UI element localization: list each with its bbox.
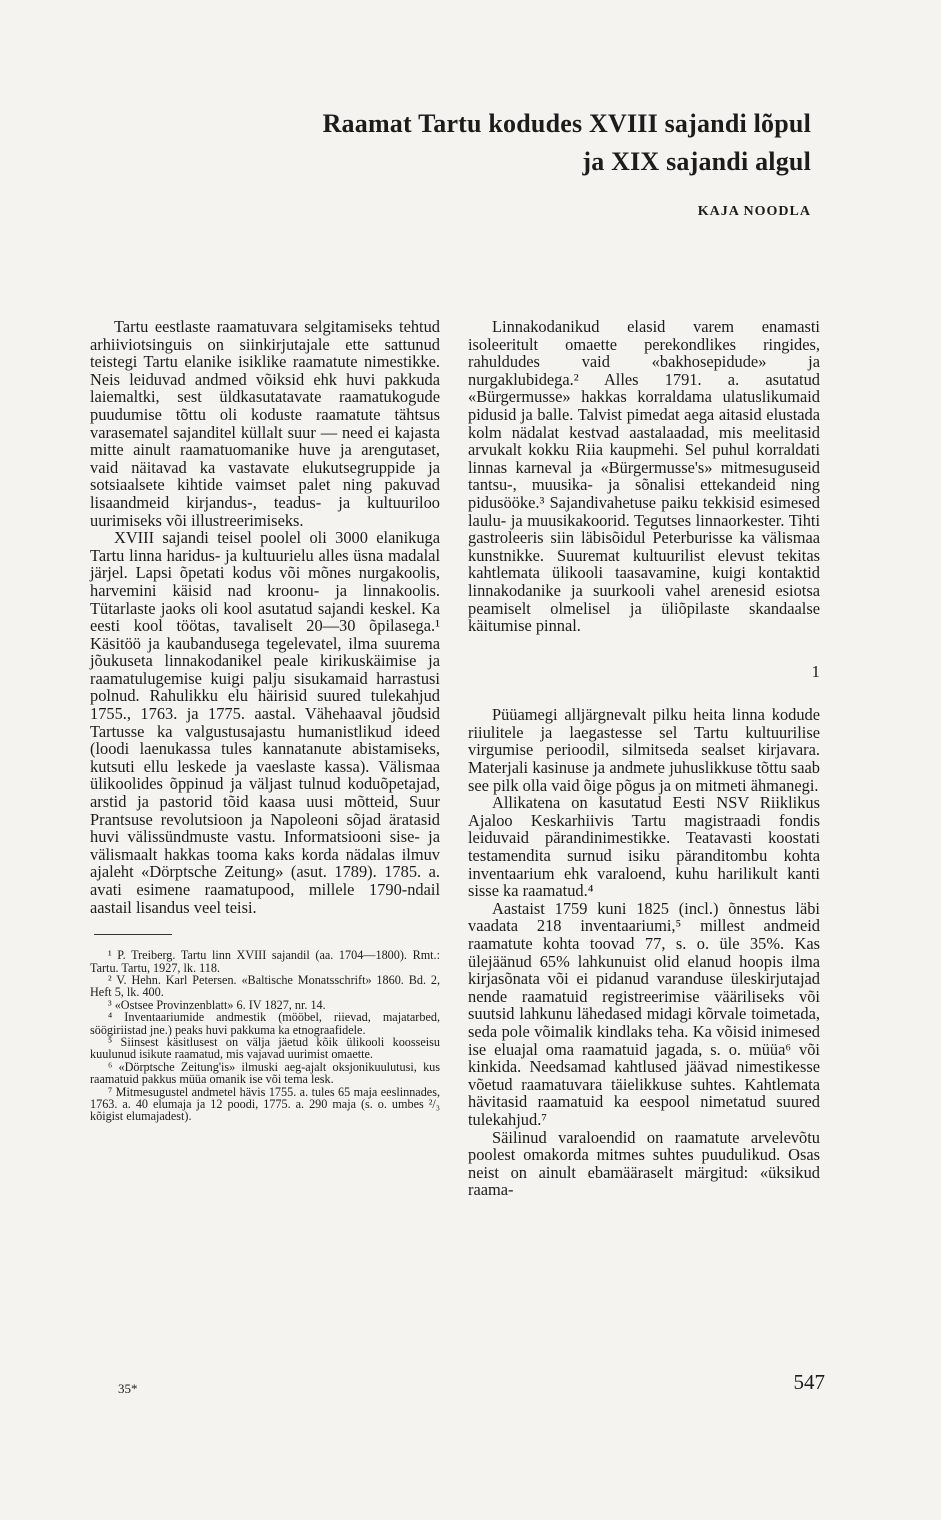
footnote: ⁶ «Dörptsche Zeitung'is» ilmuski aeg-ajalt oksjonikuulutusi, kus raamatuid pakkus müüa omanik ise või tema lesk. bbox=[90, 1059, 440, 1087]
footnote: ³ «Ostsee Provinzenblatt» 6. IV 1827, nr. 14. bbox=[108, 997, 326, 1012]
paragraph: Säilinud varaloendid on raamatute arvelevõtu poolest omakorda mitmes suhtes puudulikud. Osas neist on ainult ebamääraselt märgitud: «üksikud raama- bbox=[468, 1127, 820, 1200]
page-number: 547 bbox=[793, 1370, 825, 1394]
right-column bbox=[468, 318, 820, 1199]
section-number: 1 bbox=[811, 661, 820, 681]
title-line-1: Raamat Tartu kodudes XVIII sajandi lõpul bbox=[322, 109, 811, 138]
signature-mark: 35* bbox=[118, 1381, 138, 1396]
footnote: ⁵ Siinsest käsitlusest on välja jäetud kõik ülikooli koosseisu kuulunud isikute raamatud, mis vajavad uurimist omaette. bbox=[90, 1035, 440, 1062]
footnote: ¹ P. Treiberg. Tartu linn XVIII sajandil (aa. 1704—1800). Rmt.: Tartu. Tartu, 1927, lk. 118. bbox=[90, 948, 440, 975]
title-line-2: ja XIX sajandi algul bbox=[582, 147, 811, 176]
footnotes bbox=[90, 949, 440, 1123]
footnote: ⁷ Mitmesugustel andmetel hävis 1755. a. tules 65 maja eeslinnades, 1763. a. 40 elumaja ja 12 poodi, 1775. a. 290 maja (s. o. umbes ²/₃ kõigist elumajadest). bbox=[90, 1084, 440, 1124]
paragraph: Allikatena on kasutatud Eesti NSV Riiklikus Ajaloo Keskarhiivis Tartu magistraadi fondis leiduvaid pärandinimestikke. Teatavasti koostati testamendita surnud isiku päranditombu kohta inventaarium ehk varaloend, kuhu harilikult kanti sisse ka raamatud.⁴ bbox=[468, 793, 820, 901]
footnote-divider bbox=[94, 934, 172, 935]
author: KAJA NOODLA bbox=[697, 204, 811, 219]
paragraph: Tartu eestlaste raamatuvara selgitamiseks tehtud arhiiviotsinguis on siinkirjutajale ette sattunud teistegi Tartu elanike isiklike raamatute nimestikke. Neis leiduvad andmed võiksid ehk huvi pakkuda laiemaltki, sest üldkasutatavate raamatukogude puudumise tõttu oli koduste raamatute tähtsus varasematel sajanditel küllalt suur — need ei kajasta mitte ainult raamatuomanike huve ja arengutaset, vaid näitavad ka vastavate elukutsegruppide ja sotsiaalsete kihtide vaimset palet ning pakuvad lisaandmeid kirjandus-, teadus- ja kultuuriloo uurimiseks või illustreerimiseks. bbox=[90, 317, 440, 530]
left-column bbox=[90, 318, 440, 1123]
paragraph: XVIII sajandi teisel poolel oli 3000 elanikuga Tartu linna haridus- ja kultuurielu alles üsna madalal järjel. Lapsi õpetati kodus või mõnes nurgakoolis, harvemini käisid nad kroonu- ja linnakoolis. Tütarlaste jaoks oli kool asutatud sajandi keskel. Ka eesti kool töötas, tavaliselt 20—30 õpilasega.¹ Käsitöö ja kaubandusega tegelevatel, ilma suurema jõukuseta linnakodanikel peale kirikuskäimise ja raamatulugemise kuigi palju sisukamaid harrastusi polnud. Rahulikku elu häirisid suured tulekahjud 1755., 1763. ja 1775. aastal. Vähehaaval jõudsid Tartusse ka valgustusajastu humanistlikud ideed (loodi laenukassa tules kannatanute abistamiseks, kutsuti ellu leskede ja vaeslaste kassa). Välismaa ülikoolides õppinud ja väljast tulnud koduõpetajad, arstid ja pastorid tõid kaasa uusi mõtteid, Suur Prantsuse revolutsioon ja Napoleoni sõjad äratasid huvi välissündmuste vastu. Informatsiooni sise- ja välismaalt hakkas tooma kaks korda nädalas ilmuv ajaleht «Dörptsche Zeitung» (asut. 1789). 1785. a. avati esimene raamatupood, millele 1790-ndail aastail lisandus veel teisi. bbox=[90, 528, 440, 917]
footnote: ⁴ Inventaariumide andmestik (mööbel, riievad, majatarbed, söögiriistad jne.) peaks huvi pakkuma ka etnograafidele. bbox=[90, 1010, 440, 1037]
paragraph: Püüamegi alljärgnevalt pilku heita linna kodude riiulitele ja laegastesse sel Tartu kultuurilise virgumise perioodil, silmitseda sealset kirjavara. Materjali kasinuse ja andmete juhuslikkuse tõttu saab see pilk olla vaid õige põgus ja on mitmeti ähmanegi. bbox=[468, 705, 820, 795]
paragraph: Aastaist 1759 kuni 1825 (incl.) õnnestus läbi vaadata 218 inventaariumi,⁵ millest andmeid raamatute kohta toovad 77, s. o. üle 35%. Kas ülejäänud 65% lahkunuist olid elanud hoopis ilma kirjasõnata või ei pidanud varanduse üleskirjutajad nende raamatuid registreerimise vääriliseks või suutsid lahkunu lähedased midagi kõrvale toimetada, seda pole võimalik kindlaks teha. Ka võisid inimesed ise eluajal oma raamatuid jagada, s. o. müüa⁶ või kinkida. Needsamad kahtlused jäävad nimestikesse võetud raamatuvara täielikkuse suhtes. Kahtlemata hävitasid raamatuid ka eespool nimetatud suured tulekahjud.⁷ bbox=[468, 898, 820, 1129]
footnote: ² V. Hehn. Karl Petersen. «Baltische Monatsschrift» 1860. Bd. 2, Heft 5, lk. 400. bbox=[90, 973, 440, 1000]
paragraph: Linnakodanikud elasid varem enamasti isoleeritult omaette perekondlikes ringides, rahuldudes vaid «bakhosepidude» ja nurgaklubidega.² Alles 1791. a. asutatud «Bürgermusse» hakkas korraldama ulatuslikumaid pidusid ja balle. Talvist pimedat aega aitasid elustada kolm nädalat kestvad aastalaadad, mis meelitasid arvukalt kokku Riia kaupmehi. Sel puhul korraldati linnas karneval ja «Bürgermusse's» mitmesuguseid tantsu-, muusika- ja sõnalisi ettekandeid ning pidusööke.³ Sajandivahetuse paiku tekkisid esimesed laulu- ja muusikakoorid. Tegutses linnaorkester. Tihti gastroleeris siin läbisõidul Peterburisse ka välismaa kunstnikke. Suuremat kultuurilist elevust tekitas kahtlemata ülikooli taasavamine, kuigi kontaktid linnakodanike ja suurkooli vahel arenesid esiotsa peamiselt olmelisel ja üliõpilaste skandaalse käitumise pinnal. bbox=[468, 317, 820, 636]
